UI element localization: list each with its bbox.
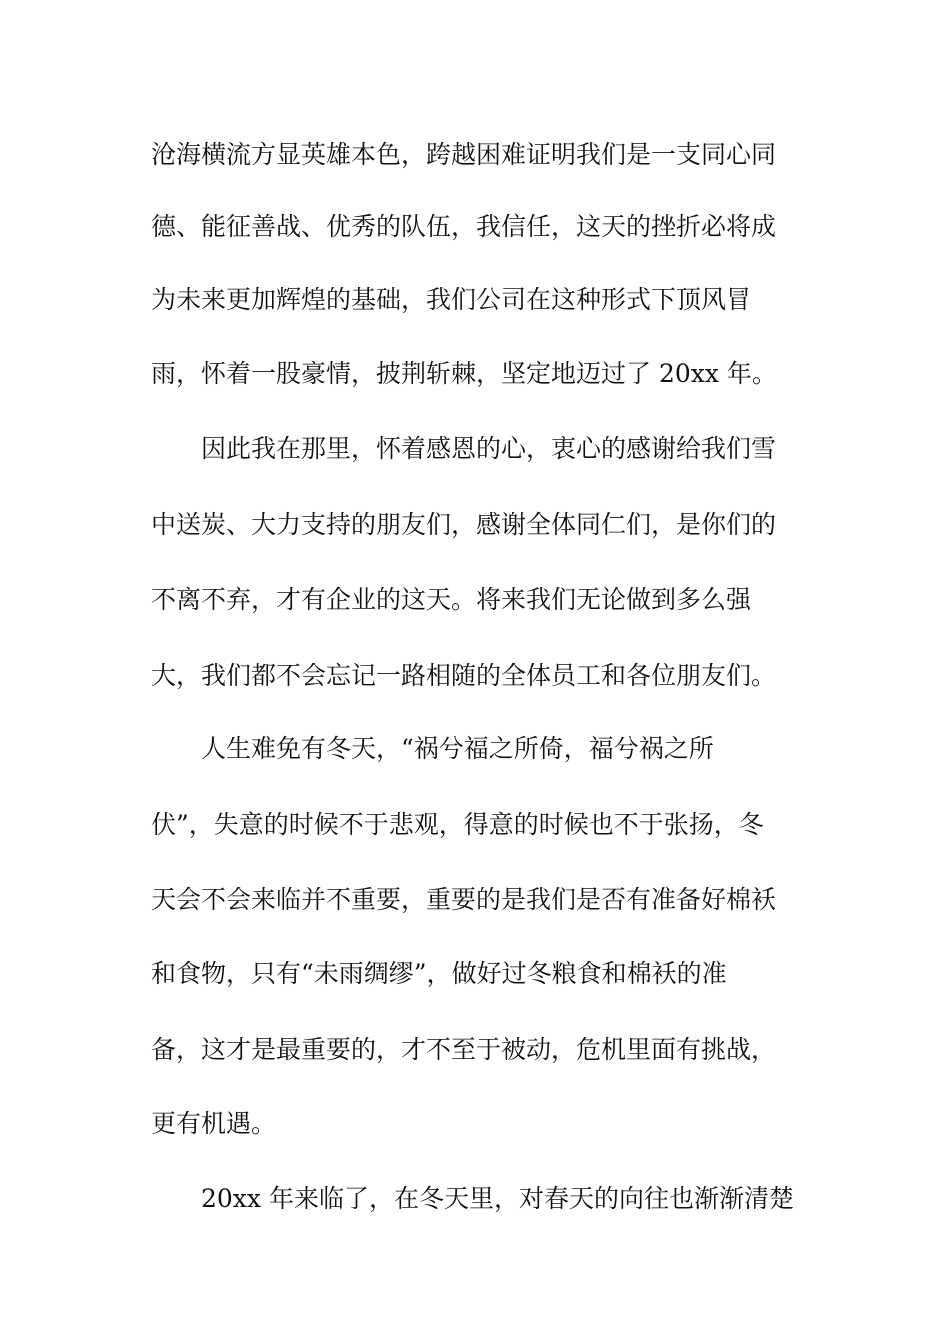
- text-line: 沧海横流方显英雄本色，跨越困难证明我们是一支同心同: [151, 140, 777, 169]
- text-line: 德、能征善战、优秀的队伍，我信任，这天的挫折必将成: [151, 212, 777, 241]
- text-line: 伏”，失意的时候不于悲观，得意的时候也不于张扬，冬: [151, 810, 764, 839]
- paragraph-first-line: 因此我在那里，怀着感恩的心，衷心的感谢给我们雪: [201, 434, 777, 463]
- text-line: 大，我们都不会忘记一路相随的全体员工和各位朋友们。: [151, 661, 777, 690]
- text-line: 更有机遇。: [151, 1109, 277, 1138]
- text-line: 为未来更加辉煌的基础，我们公司在这种形式下顶风冒: [151, 285, 752, 314]
- text-line: 备，这才是最重要的，才不至于被动，危机里面有挑战，: [151, 1035, 777, 1064]
- text-line: 天会不会来临并不重要，重要的是我们是否有准备好棉袄: [151, 885, 777, 914]
- text-line: 和食物，只有“未雨绸缪”，做好过冬粮食和棉袄的准: [151, 959, 727, 988]
- text-line: 不离不弃，才有企业的这天。将来我们无论做到多么强: [151, 585, 752, 614]
- text-line: 中送炭、大力支持的朋友们，感谢全体同仁们，是你们的: [151, 510, 777, 539]
- text-line: 雨，怀着一股豪情，披荆斩棘，坚定地迈过了 20xx 年。: [151, 359, 777, 388]
- paragraph-first-line: 20xx 年来临了，在冬天里，对春天的向往也渐渐清楚: [201, 1184, 794, 1213]
- paragraph-first-line: 人生难免有冬天，“祸兮福之所倚，福兮祸之所: [201, 734, 714, 763]
